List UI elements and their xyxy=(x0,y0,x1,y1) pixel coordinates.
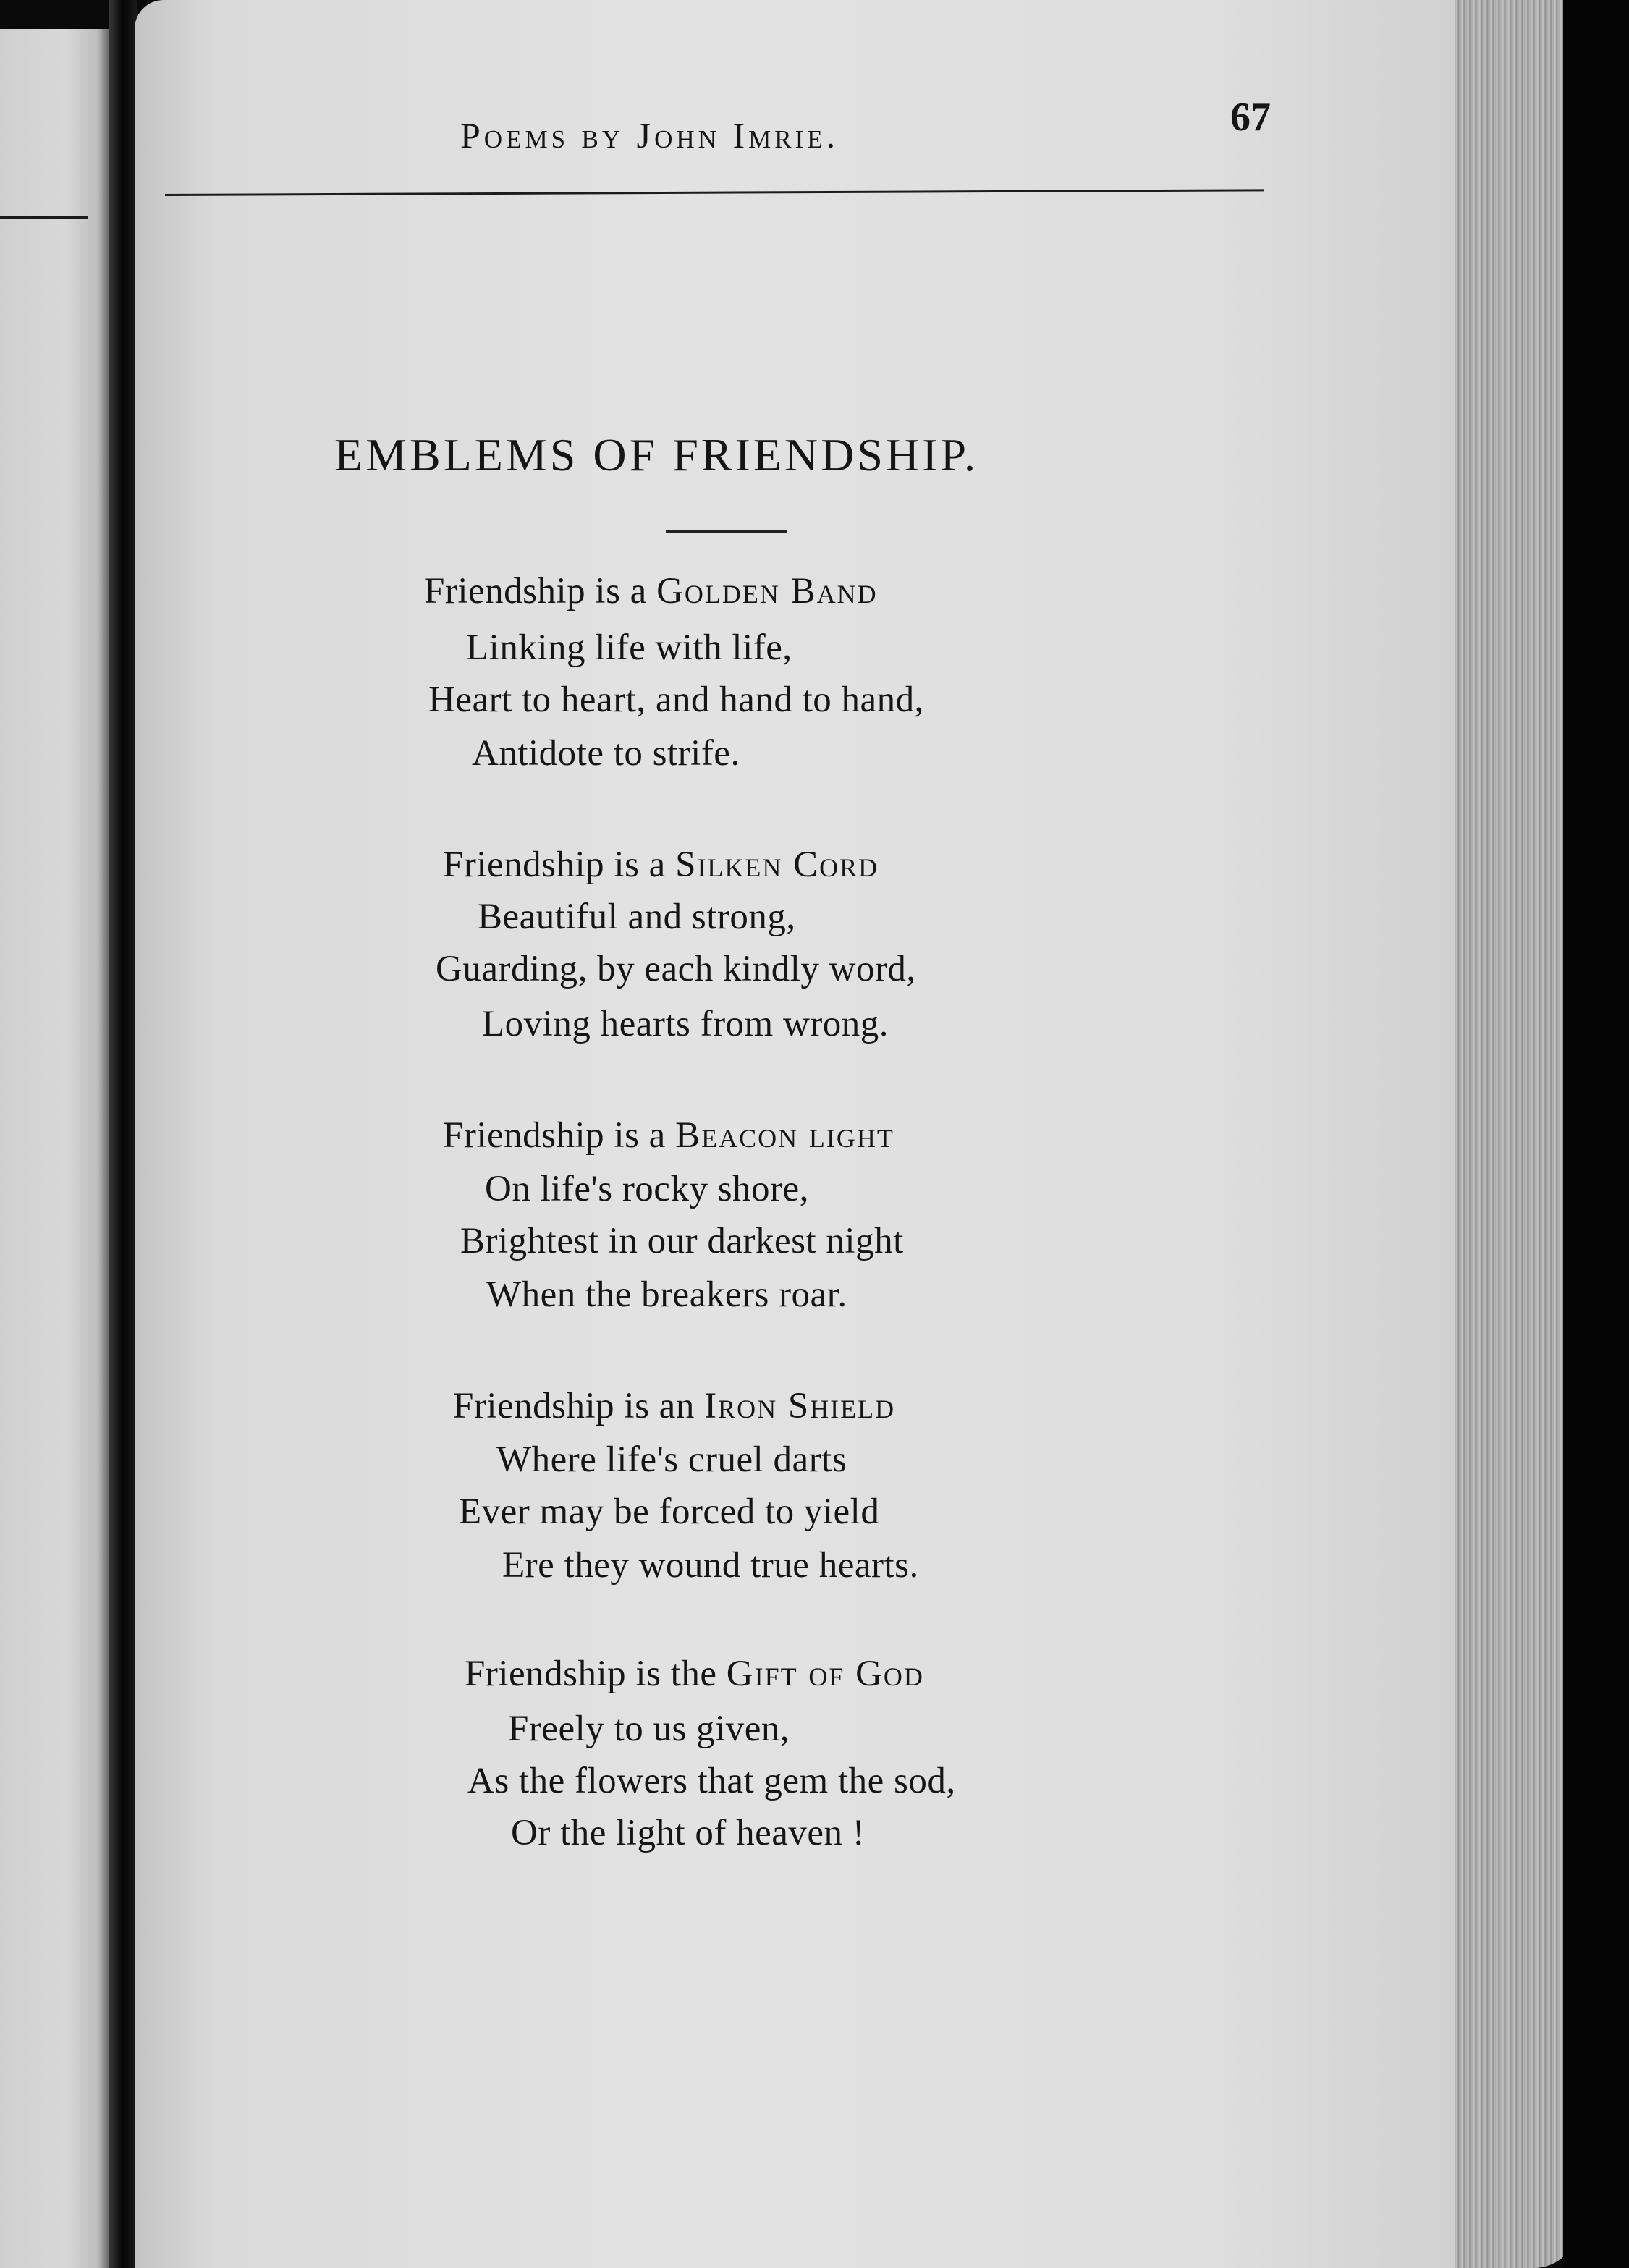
emblem-text: Iron Shield xyxy=(704,1386,896,1426)
emblem-text: Beacon light xyxy=(675,1115,894,1156)
line-text: Antidote to strife. xyxy=(472,733,740,774)
page-number: 67 xyxy=(1230,95,1271,140)
stanza-2-line-3 xyxy=(436,948,916,990)
previous-page-rule xyxy=(0,216,88,219)
stanza-2-line-4 xyxy=(482,1003,889,1045)
emblem-text: Gift of God xyxy=(726,1654,924,1694)
line-text: As the flowers that gem the sod, xyxy=(467,1761,956,1801)
emblem-text: Golden Band xyxy=(656,571,878,612)
line-text: Where life's cruel darts xyxy=(496,1439,847,1480)
stanza-2-line-1 xyxy=(443,844,879,886)
stanza-3-line-3 xyxy=(460,1220,904,1262)
stanza-5-line-1 xyxy=(465,1653,924,1695)
line-text: Ever may be forced to yield xyxy=(459,1491,880,1532)
line-text: Beautiful and strong, xyxy=(478,897,796,937)
line-text: Friendship is the xyxy=(465,1654,727,1694)
line-text: Friendship is a xyxy=(443,1115,676,1156)
book-gutter xyxy=(109,0,137,2268)
poem-title: EMBLEMS OF FRIENDSHIP. xyxy=(334,429,978,481)
stanza-1-line-1 xyxy=(424,570,878,612)
line-text: Loving hearts from wrong. xyxy=(482,1004,889,1044)
emblem-text: Silken Cord xyxy=(675,845,879,885)
stanza-3-line-2 xyxy=(485,1168,809,1210)
scan-border xyxy=(1563,0,1629,2268)
line-text: Guarding, by each kindly word, xyxy=(436,949,916,989)
stanza-1-line-3 xyxy=(428,679,924,721)
stanza-3-line-4 xyxy=(486,1274,847,1316)
line-text: Linking life with life, xyxy=(466,627,792,668)
stanza-5-line-4 xyxy=(511,1812,865,1854)
previous-page-edge xyxy=(0,29,109,2268)
stanza-1-line-4 xyxy=(472,732,740,774)
line-text: When the breakers roar. xyxy=(486,1274,847,1315)
stanza-1-line-2 xyxy=(466,627,792,669)
stanza-2-line-2 xyxy=(478,896,796,938)
running-head: Poems by John Imrie. xyxy=(460,115,839,156)
stanza-4-line-2 xyxy=(496,1439,847,1481)
line-text: Brightest in our darkest night xyxy=(460,1221,904,1261)
stanza-4-line-3 xyxy=(459,1491,879,1533)
stanza-5-line-3 xyxy=(467,1760,956,1802)
stanza-5-line-2 xyxy=(508,1708,790,1750)
stanza-4-line-4 xyxy=(502,1544,919,1586)
line-text: Friendship is an xyxy=(453,1386,705,1426)
stanza-4-line-1 xyxy=(453,1385,895,1427)
line-text: Ere they wound true hearts. xyxy=(502,1545,919,1586)
line-text: Friendship is a xyxy=(443,845,676,885)
line-text: Friendship is a xyxy=(424,571,657,612)
line-text: On life's rocky shore, xyxy=(485,1169,809,1209)
line-text: Freely to us given, xyxy=(508,1709,790,1749)
line-text: Heart to heart, and hand to hand, xyxy=(428,680,924,720)
line-text: Or the light of heaven ! xyxy=(511,1813,866,1853)
stanza-3-line-1 xyxy=(443,1114,894,1156)
page-stack-edges xyxy=(1455,0,1578,2268)
title-rule xyxy=(666,530,787,533)
